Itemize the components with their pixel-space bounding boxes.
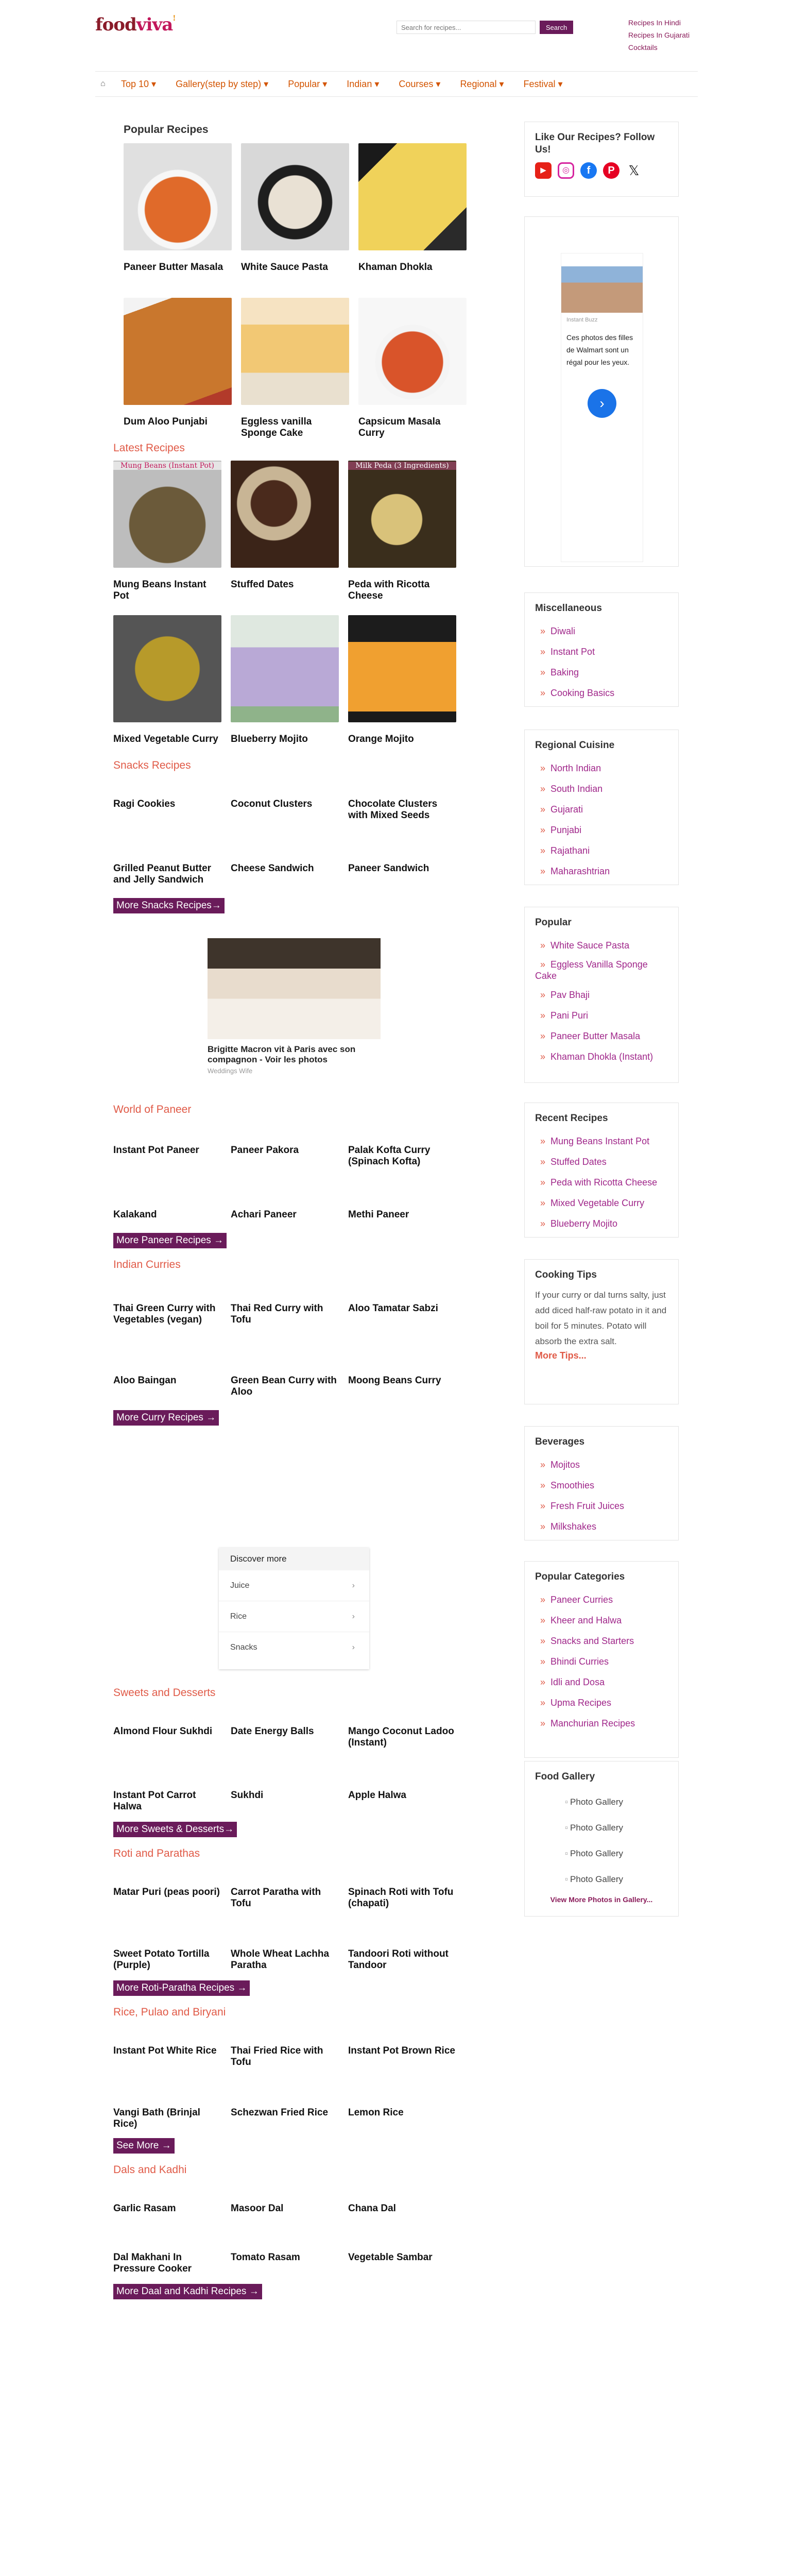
dals-title: Dals and Kadhi	[113, 2164, 187, 2176]
recipe-title[interactable]: Khaman Dhokla	[358, 262, 433, 273]
recipe-title[interactable]: Instant Pot Carrot Halwa	[113, 1790, 196, 1812]
popular-title: Popular	[535, 917, 572, 928]
recipe-card[interactable]	[124, 143, 232, 298]
nav-popular[interactable]: Popular ▾	[288, 78, 328, 89]
latest-grid	[113, 461, 474, 770]
more-dals-button[interactable]: More Daal and Kadhi Recipes →	[113, 2284, 262, 2299]
more-curry-button[interactable]: More Curry Recipes →	[113, 1410, 219, 1426]
tips-text: If your curry or dal turns salty, just add diced half-raw potato in it and boil for 5 minutes. Potato will absorb the extra salt.	[535, 1290, 667, 1346]
sidebar-item-pani-puri[interactable]: » Pani Puri	[535, 1005, 668, 1026]
recipe-card[interactable]	[231, 461, 339, 615]
recipe-title[interactable]: Whole Wheat Lachha Paratha	[231, 1948, 330, 1971]
recipe-title[interactable]: Mango Coconut Ladoo (Instant)	[348, 1726, 454, 1748]
recipe-card[interactable]	[113, 461, 221, 615]
roti-grid	[113, 1887, 474, 1980]
discover-item-juice[interactable]: Juice ›	[219, 1570, 369, 1601]
tips-widget	[524, 1259, 679, 1404]
x-icon[interactable]: 𝕏	[628, 163, 640, 178]
pinterest-icon[interactable]: P	[603, 162, 619, 179]
sweets-title: Sweets and Desserts	[113, 1687, 216, 1699]
ad-card[interactable]	[561, 253, 643, 562]
sidebar-item-punjabi[interactable]: » Punjabi	[535, 820, 668, 840]
sidebar-item-milkshakes[interactable]: » Milkshakes	[535, 1516, 668, 1537]
sidebar-item-sponge-cake[interactable]: » Eggless Vanilla Sponge Cake	[535, 956, 668, 985]
sidebar-item-recent[interactable]: » Stuffed Dates	[535, 1151, 668, 1172]
recipe-title[interactable]: Date Energy Balls	[231, 1726, 314, 1737]
gallery-more-link[interactable]: View More Photos in Gallery...	[550, 1895, 653, 1904]
sidebar-item-north-indian[interactable]: » North Indian	[535, 758, 668, 778]
recipe-title[interactable]: Instant Pot Paneer	[113, 1145, 199, 1156]
recipe-card[interactable]	[358, 143, 467, 298]
chevron-right-icon: ›	[352, 1612, 355, 1621]
more-paneer-button[interactable]: More Paneer Recipes →	[113, 1233, 227, 1248]
recipe-title[interactable]: Paneer Pakora	[231, 1145, 299, 1156]
image-icon: ▫	[565, 1874, 569, 1884]
image-caption: Milk Peda (3 Ingredients)	[348, 462, 456, 470]
header-links	[628, 16, 698, 54]
search-button[interactable]: Search	[540, 21, 573, 34]
recipe-title[interactable]: Aloo Baingan	[113, 1375, 177, 1386]
more-snacks-button[interactable]: More Snacks Recipes→	[113, 898, 225, 913]
recipe-title[interactable]: Methi Paneer	[348, 1209, 409, 1220]
main-content	[113, 124, 474, 1426]
recipe-card[interactable]	[348, 461, 456, 615]
sidebar-item-smoothies[interactable]: » Smoothies	[535, 1475, 668, 1496]
facebook-icon[interactable]: f	[580, 162, 597, 179]
main-content-lower	[113, 1687, 474, 2299]
recipe-title[interactable]: Masoor Dal	[231, 2203, 284, 2214]
ad-label: Instant Buzz	[566, 317, 598, 323]
recipe-title[interactable]: Achari Paneer	[231, 1209, 297, 1220]
recipe-card[interactable]	[241, 298, 349, 452]
sidebar-item-pav-bhaji[interactable]: » Pav Bhaji	[535, 985, 668, 1005]
gallery-image[interactable]: ▫ Photo Gallery	[565, 1797, 624, 1807]
gallery-image[interactable]: ▫ Photo Gallery	[565, 1874, 624, 1884]
categories-widget	[524, 1561, 679, 1758]
recipe-image[interactable]	[241, 298, 349, 405]
recipe-title[interactable]: Eggless vanilla Sponge Cake	[241, 416, 312, 438]
recipe-image[interactable]	[358, 298, 467, 405]
sidebar-item-juices[interactable]: » Fresh Fruit Juices	[535, 1496, 668, 1516]
nav-festival[interactable]: Festival ▾	[523, 78, 563, 89]
recipe-title[interactable]: Peda with Ricotta Cheese	[348, 579, 430, 601]
recipe-title[interactable]: Schezwan Fried Rice	[231, 2107, 329, 2118]
nav-regional[interactable]: Regional ▾	[460, 78, 504, 89]
recipe-title[interactable]: Aloo Tamatar Sabzi	[348, 1303, 438, 1314]
recipe-title[interactable]: Palak Kofta Curry (Spinach Kofta)	[348, 1145, 431, 1167]
recipe-image[interactable]	[348, 461, 456, 568]
recipe-title[interactable]: Sukhdi	[231, 1790, 264, 1801]
recipe-title[interactable]: Tomato Rasam	[231, 2252, 300, 2263]
ad-image[interactable]	[561, 266, 643, 313]
beverages-widget	[524, 1426, 679, 1540]
curries-grid	[113, 1303, 474, 1410]
recipe-title[interactable]: Paneer Sandwich	[348, 863, 429, 874]
main-nav	[95, 71, 698, 97]
recipe-title[interactable]: Thai Fried Rice with Tofu	[231, 2045, 323, 2067]
sweets-grid	[113, 1726, 474, 1822]
regional-title: Regional Cuisine	[535, 740, 615, 751]
sidebar-item-upma[interactable]: » Upma Recipes	[535, 1692, 668, 1713]
sidebar-item-mojitos[interactable]: » Mojitos	[535, 1454, 668, 1475]
curries-title: Indian Curries	[113, 1259, 181, 1270]
link-recipes-gujarati[interactable]: Recipes In Gujarati	[628, 31, 690, 39]
link-cocktails[interactable]: Cocktails	[628, 43, 658, 52]
chevron-right-icon: ›	[352, 1643, 355, 1652]
rice-title: Rice, Pulao and Biryani	[113, 2006, 226, 2018]
popular-recipes-title: Popular Recipes	[124, 124, 209, 135]
misc-title: Miscellaneous	[535, 603, 602, 614]
recipe-title[interactable]: Mixed Vegetable Curry	[113, 734, 218, 744]
sidebar-item-cooking-basics[interactable]: » Cooking Basics	[535, 683, 668, 703]
recipe-card[interactable]	[113, 615, 221, 770]
sidebar-item-bhindi[interactable]: » Bhindi Curries	[535, 1651, 668, 1672]
sidebar-item-idli-dosa[interactable]: » Idli and Dosa	[535, 1672, 668, 1692]
recipe-title[interactable]: Kalakand	[113, 1209, 157, 1220]
recipe-image[interactable]	[113, 615, 221, 722]
snacks-title: Snacks Recipes	[113, 759, 191, 771]
recipe-title[interactable]: Instant Pot Brown Rice	[348, 2045, 455, 2056]
promo-ad[interactable]	[208, 938, 381, 1075]
recipe-title[interactable]: Instant Pot White Rice	[113, 2045, 217, 2056]
sidebar-ad[interactable]	[524, 216, 679, 567]
recipe-title[interactable]: Vegetable Sambar	[348, 2252, 433, 2263]
discover-item-rice[interactable]: Rice ›	[219, 1601, 369, 1632]
youtube-icon[interactable]: ▶	[535, 162, 552, 179]
recipe-title[interactable]: Orange Mojito	[348, 734, 414, 744]
recipe-title[interactable]: Grilled Peanut Butter and Jelly Sandwich	[113, 863, 212, 885]
categories-title: Popular Categories	[535, 1571, 625, 1582]
follow-widget	[524, 122, 679, 197]
recipe-title[interactable]: Sweet Potato Tortilla (Purple)	[113, 1948, 210, 1971]
more-tips-link[interactable]: More Tips...	[535, 1350, 587, 1361]
sidebar-item-baking[interactable]: » Baking	[535, 662, 668, 683]
more-roti-button[interactable]: More Roti-Paratha Recipes →	[113, 1980, 250, 1996]
popular-grid	[124, 143, 474, 452]
gallery-image[interactable]: ▫ Photo Gallery	[565, 1849, 624, 1858]
recipe-image[interactable]	[348, 615, 456, 722]
sidebar-item-recent[interactable]: » Mixed Vegetable Curry	[535, 1193, 668, 1213]
image-icon: ▫	[565, 1849, 569, 1858]
recipe-title[interactable]: Dum Aloo Punjabi	[124, 416, 208, 427]
promo-image[interactable]	[208, 938, 381, 1039]
paneer-title: World of Paneer	[113, 1104, 192, 1115]
social-icons	[535, 162, 668, 179]
recipe-title[interactable]: Thai Green Curry with Vegetables (vegan)	[113, 1303, 216, 1325]
search-input[interactable]	[397, 21, 536, 34]
sidebar-item-white-sauce-pasta[interactable]: » White Sauce Pasta	[535, 935, 668, 956]
paneer-grid	[113, 1145, 474, 1233]
recipe-card[interactable]	[124, 298, 232, 452]
tips-title: Cooking Tips	[535, 1269, 597, 1280]
chevron-right-icon: ›	[352, 1581, 355, 1590]
recipe-title[interactable]: Stuffed Dates	[231, 579, 294, 590]
latest-recipes-title: Latest Recipes	[113, 442, 185, 454]
recipe-image[interactable]	[358, 143, 467, 250]
promo-source: Weddings Wife	[208, 1067, 253, 1075]
site-header	[95, 14, 698, 50]
recipe-title[interactable]: Chocolate Clusters with Mixed Seeds	[348, 799, 438, 821]
popular-widget	[524, 907, 679, 1083]
recipe-title[interactable]: Carrot Paratha with Tofu	[231, 1887, 321, 1909]
roti-title: Roti and Parathas	[113, 1848, 200, 1859]
regional-widget	[524, 730, 679, 885]
sidebar-item-khaman-dhokla[interactable]: » Khaman Dhokla (Instant)	[535, 1046, 668, 1067]
beverages-title: Beverages	[535, 1436, 585, 1447]
recipe-title[interactable]: White Sauce Pasta	[241, 262, 328, 273]
recipe-title[interactable]: Vangi Bath (Brinjal Rice)	[113, 2107, 200, 2129]
recipe-title[interactable]: Green Bean Curry with Aloo	[231, 1375, 337, 1397]
recipe-title[interactable]: Lemon Rice	[348, 2107, 404, 2118]
recipe-title[interactable]: Apple Halwa	[348, 1790, 406, 1801]
dals-grid	[113, 2203, 474, 2284]
recipe-image[interactable]	[124, 298, 232, 405]
recipe-image[interactable]	[124, 143, 232, 250]
see-more-rice-button[interactable]: See More →	[113, 2138, 175, 2154]
arrow-right-icon[interactable]: ›	[588, 389, 616, 418]
sidebar-item-snacks[interactable]: » Snacks and Starters	[535, 1631, 668, 1651]
ad-text[interactable]: Ces photos des filles de Walmart sont un régal pour les yeux.	[566, 333, 633, 366]
recipe-title[interactable]: Mung Beans Instant Pot	[113, 579, 206, 601]
recipe-title[interactable]: Blueberry Mojito	[231, 734, 308, 744]
recipe-title[interactable]: Tandoori Roti without Tandoor	[348, 1948, 449, 1971]
sidebar-item-instant-pot[interactable]: » Instant Pot	[535, 641, 668, 662]
sidebar-item-maharashtrian[interactable]: » Maharashtrian	[535, 861, 668, 882]
recipe-title[interactable]: Thai Red Curry with Tofu	[231, 1303, 323, 1325]
recipe-title[interactable]: Almond Flour Sukhdi	[113, 1726, 213, 1737]
nav-gallery[interactable]: Gallery(step by step) ▾	[176, 78, 269, 89]
sidebar-item-kheer[interactable]: » Kheer and Halwa	[535, 1610, 668, 1631]
discover-item-snacks[interactable]: Snacks ›	[219, 1632, 369, 1663]
rice-grid	[113, 2045, 474, 2138]
image-icon: ▫	[565, 1797, 569, 1807]
recipe-title[interactable]: Cheese Sandwich	[231, 863, 314, 874]
sidebar-item-south-indian[interactable]: » South Indian	[535, 778, 668, 799]
recipe-title[interactable]: Spinach Roti with Tofu (chapati)	[348, 1887, 454, 1909]
recent-widget	[524, 1103, 679, 1238]
sidebar-item-recent[interactable]: » Blueberry Mojito	[535, 1213, 668, 1234]
snacks-grid	[113, 799, 474, 898]
image-caption: Mung Beans (Instant Pot)	[113, 462, 221, 470]
recipe-card[interactable]	[358, 298, 467, 452]
sidebar-item-manchurian[interactable]: » Manchurian Recipes	[535, 1713, 668, 1734]
image-icon: ▫	[565, 1823, 569, 1833]
recipe-title[interactable]: Moong Beans Curry	[348, 1375, 441, 1386]
recipe-title[interactable]: Paneer Butter Masala	[124, 262, 223, 273]
recipe-title[interactable]: Ragi Cookies	[113, 799, 176, 809]
sidebar-item-paneer-curries[interactable]: » Paneer Curries	[535, 1589, 668, 1610]
recipe-title[interactable]: Matar Puri (peas poori)	[113, 1887, 220, 1897]
recipe-card[interactable]	[348, 615, 456, 770]
sidebar-item-recent[interactable]: » Peda with Ricotta Cheese	[535, 1172, 668, 1193]
recipe-image[interactable]	[231, 461, 339, 568]
sidebar-item-rajathani[interactable]: » Rajathani	[535, 840, 668, 861]
follow-title: Like Our Recipes? Follow Us!	[535, 132, 655, 155]
discover-title: Discover more	[219, 1548, 369, 1570]
recipe-title[interactable]: Garlic Rasam	[113, 2203, 176, 2214]
misc-widget	[524, 592, 679, 707]
recent-title: Recent Recipes	[535, 1113, 608, 1124]
gallery-widget	[524, 1761, 679, 1917]
more-sweets-button[interactable]: More Sweets & Desserts→	[113, 1822, 237, 1837]
recipe-title[interactable]: Chana Dal	[348, 2203, 396, 2214]
nav-top10[interactable]: Top 10 ▾	[121, 78, 157, 89]
gallery-list	[535, 1789, 668, 1892]
recipe-card[interactable]	[231, 615, 339, 770]
recipe-title[interactable]: Coconut Clusters	[231, 799, 313, 809]
recipe-image[interactable]	[241, 143, 349, 250]
home-icon[interactable]: ⌂	[100, 79, 106, 88]
gallery-image[interactable]: ▫ Photo Gallery	[565, 1823, 624, 1833]
link-recipes-hindi[interactable]: Recipes In Hindi	[628, 19, 681, 27]
recipe-card[interactable]	[241, 143, 349, 298]
nav-indian[interactable]: Indian ▾	[347, 78, 380, 89]
sidebar-item-gujarati[interactable]: » Gujarati	[535, 799, 668, 820]
promo-title[interactable]: Brigitte Macron vit à Paris avec son compagnon - Voir les photos	[208, 1044, 356, 1064]
sidebar-item-recent[interactable]: » Mung Beans Instant Pot	[535, 1131, 668, 1151]
instagram-icon[interactable]: ◎	[558, 162, 574, 179]
gallery-title: Food Gallery	[535, 1771, 595, 1782]
search-form	[397, 21, 573, 34]
recipe-image[interactable]	[113, 461, 221, 568]
sidebar-item-diwali[interactable]: » Diwali	[535, 621, 668, 641]
sidebar-item-paneer-butter-masala[interactable]: » Paneer Butter Masala	[535, 1026, 668, 1046]
recipe-title[interactable]: Capsicum Masala Curry	[358, 416, 441, 438]
site-logo[interactable]: foodviva!	[95, 14, 176, 35]
nav-courses[interactable]: Courses ▾	[399, 78, 441, 89]
discover-more-widget	[219, 1548, 369, 1669]
recipe-image[interactable]	[231, 615, 339, 722]
recipe-title[interactable]: Dal Makhani In Pressure Cooker	[113, 2252, 192, 2274]
